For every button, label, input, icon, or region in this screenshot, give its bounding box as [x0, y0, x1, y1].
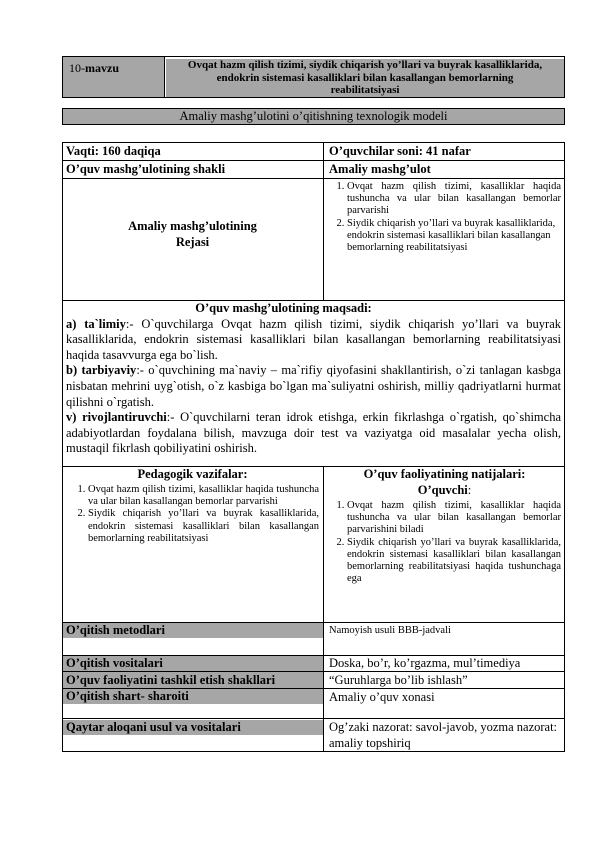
- plan-list: [329, 181, 561, 254]
- results-subtitle-suffix: :: [467, 483, 472, 497]
- header-table: [62, 56, 565, 98]
- goal-a-text: :- O`quvchilarga Ovqat hazm qilish tizimi, siydik chiqarish yo’llari va buyrak kasalliklarida, endokrin sistemasi kasalliklari bilan kasallangan bemorlarning reabilitatsiyasi haqida tasavvurga ega bo`lish.: [66, 316, 561, 362]
- form-label: O’quv mashg’ulotining shakli: [66, 162, 226, 176]
- results-title: O’quv faoliyatining natijalari:: [363, 467, 526, 481]
- row-label-conditions: O’qitish shart- sharoiti: [63, 689, 323, 704]
- plan-title: [62, 218, 323, 250]
- goals-block: [66, 301, 561, 457]
- goal-b: [66, 363, 561, 410]
- row-label-feedback: Qaytar aloqani usul va vositalari: [63, 720, 323, 735]
- pedagogical-tasks-title: Pedagogik vazifalar:: [137, 467, 248, 481]
- row-value-forms: “Guruhlarga bo’lib ishlash”: [329, 673, 468, 687]
- goal-v-text: :- O`quvchilarni teran idrok etishga, erkin fikrlashga o`rgatish, qo`shimcha adabiyotlardan foydalana bilish, mavzuga doir test va vaziyatga oid masalalar yecha olish, mustaqil fikrlash qobiliyatini oshirish.: [66, 410, 562, 456]
- goal-a-label: a) ta`limiy: [66, 316, 126, 331]
- pedagogical-task-item: 1. Ovqat hazm qilish tizimi, kasalliklar haqida tushuncha va ular bilan kasallangan bemorlar parvarishi: [88, 484, 319, 508]
- students-cell: O’quvchilar soni: 41 nafar: [329, 144, 471, 158]
- topic-number: 10-: [69, 61, 85, 75]
- goal-a: [66, 317, 561, 364]
- pedagogical-task-item: 2. Siydik chiqarish yo’llari va buyrak kasalliklarida, endokrin sistemasi kasalliklari bilan kasallangan bemorlarning reabilitatsiyasi: [88, 508, 319, 545]
- goal-b-text: :- o`quvchining ma`naviy – ma`rifiy qiyofasini shakllantirish, o`zi tanlagan kasbga nisbatan mehrini uyg`otish, o`z kasbiga bo`lgan ma`suliyatni oshirish, milliy qadriyatlarni hurmat qilishni o`rgatish.: [66, 363, 561, 409]
- plan-item: 2. Siydik chiqarish yo’llari va buyrak kasalliklarida, endokrin sistemasi kasalliklari bilan kasallangan bemorlarning reabilitatsiyasi: [347, 218, 561, 255]
- goal-v: [66, 410, 561, 457]
- result-item: 1. Ovqat hazm qilish tizimi, kasalliklar haqida tushuncha va ular bilan kasallangan bemorlar parvarishini biladi: [347, 500, 561, 537]
- pedagogical-tasks-list: [70, 484, 319, 545]
- goal-b-label: b) tarbiyaviy: [66, 363, 137, 378]
- plan-title-line1: Amaliy mashg’ulotining: [128, 219, 257, 233]
- plan-title-line2: Rejasi: [175, 235, 210, 249]
- topic-title: Ovqat hazm qilish tizimi, siydik chiqarish yo’llari va buyrak kasalliklarida, endokrin sistemasi kasalliklari bilan kasallangan bemorlarning reabilitatsiyasi: [166, 59, 564, 97]
- time-cell: Vaqti: 160 daqiqa: [66, 144, 161, 158]
- topic-number-cell: [63, 57, 165, 97]
- results-subtitle: [324, 482, 565, 498]
- form-value: Amaliy mashg’ulot: [329, 162, 431, 176]
- row-label-forms: O’quv faoliyatini tashkil etish shakllari: [63, 672, 323, 688]
- row-value-conditions: Amaliy o’quv xonasi: [329, 690, 435, 704]
- plan-item: 1. Ovqat hazm qilish tizimi, kasalliklar haqida tushuncha va ular bilan kasallangan bemorlar parvarishi: [347, 181, 561, 218]
- model-banner: Amaliy mashg’ulotini o’qitishning texnologik modeli: [62, 108, 565, 125]
- row-value-feedback: Og’zaki nazorat: savol-javob, yozma nazorat: amaliy topshiriq: [329, 720, 558, 750]
- row-label-tools: O’qitish vositalari: [63, 656, 323, 671]
- goal-v-label: v) rivojlantiruvchi: [66, 410, 167, 425]
- result-item: 2. Siydik chiqarish yo’llari va buyrak kasalliklarida, endokrin sistemasi kasalliklari bilan kasallangan bemorlarning reabilitatsiyasi haqida tushunchaga ega: [347, 537, 561, 586]
- topic-word: mavzu: [85, 61, 119, 75]
- row-value-methods: Namoyish usuli BBB-jadvali: [329, 625, 451, 636]
- row-value-tools: Doska, bo’r, ko’rgazma, mul’timediya: [329, 656, 521, 670]
- results-list: [329, 500, 561, 585]
- row-label-methods: O’qitish metodlari: [63, 623, 323, 638]
- results-subtitle-word: O’quvchi: [417, 483, 468, 497]
- goals-title: O’quv mashg’ulotining maqsadi:: [195, 301, 372, 315]
